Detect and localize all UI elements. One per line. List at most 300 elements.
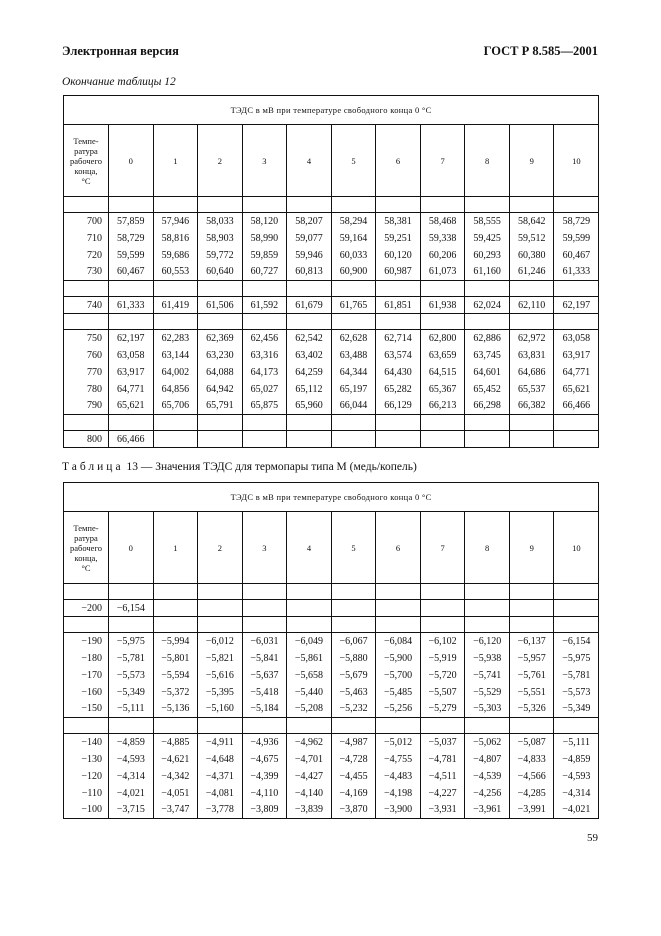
emf-value-cell bbox=[242, 600, 287, 617]
emf-value-cell: 65,621 bbox=[554, 381, 599, 398]
emf-value-cell: −4,051 bbox=[153, 785, 198, 802]
table-row bbox=[64, 347, 599, 364]
emf-value-cell: 64,771 bbox=[554, 364, 599, 381]
empty-cell bbox=[420, 197, 465, 213]
temperature-cell: 740 bbox=[64, 297, 109, 314]
empty-cell bbox=[331, 415, 376, 431]
emf-value-cell: −6,084 bbox=[376, 633, 421, 650]
table-row bbox=[64, 650, 599, 667]
emf-value-cell: −5,975 bbox=[554, 650, 599, 667]
empty-cell bbox=[420, 314, 465, 330]
empty-cell bbox=[64, 584, 109, 600]
emf-value-cell: −4,110 bbox=[242, 785, 287, 802]
emf-value-cell: 60,033 bbox=[331, 247, 376, 264]
emf-value-cell: 61,073 bbox=[420, 264, 465, 281]
empty-cell bbox=[153, 415, 198, 431]
emf-value-cell: 61,592 bbox=[242, 297, 287, 314]
emf-value-cell: 66,129 bbox=[376, 398, 421, 415]
temperature-cell: 760 bbox=[64, 347, 109, 364]
emf-value-cell: 63,402 bbox=[287, 347, 332, 364]
emf-value-cell: 57,946 bbox=[153, 213, 198, 230]
empty-cell bbox=[109, 584, 154, 600]
emf-value-cell: 60,467 bbox=[554, 247, 599, 264]
emf-value-cell: −4,859 bbox=[109, 734, 154, 751]
emf-value-cell: 65,960 bbox=[287, 398, 332, 415]
emf-value-cell: 63,917 bbox=[554, 347, 599, 364]
emf-value-cell: 58,642 bbox=[509, 213, 554, 230]
empty-cell bbox=[109, 197, 154, 213]
emf-value-cell bbox=[420, 600, 465, 617]
emf-value-cell: −4,781 bbox=[420, 751, 465, 768]
table12-caption: Окончание таблицы 12 bbox=[62, 76, 176, 88]
temperature-cell: −160 bbox=[64, 684, 109, 701]
column-header-row bbox=[64, 512, 599, 584]
column-header-cell: 9 bbox=[509, 125, 554, 197]
emf-value-cell: −4,021 bbox=[109, 785, 154, 802]
row-header-line: Темпе- bbox=[73, 522, 99, 533]
temperature-cell: −130 bbox=[64, 751, 109, 768]
emf-value-cell: 63,230 bbox=[198, 347, 243, 364]
emf-value-cell bbox=[420, 431, 465, 448]
emf-value-cell: −3,715 bbox=[109, 802, 154, 819]
emf-value-cell: 64,344 bbox=[331, 364, 376, 381]
emf-value-cell: 58,816 bbox=[153, 230, 198, 247]
table-row bbox=[64, 213, 599, 230]
emf-value-cell: −4,648 bbox=[198, 751, 243, 768]
emf-value-cell: −3,839 bbox=[287, 802, 332, 819]
emf-value-cell: −3,747 bbox=[153, 802, 198, 819]
emf-value-cell: −5,975 bbox=[109, 633, 154, 650]
emf-value-cell: 60,467 bbox=[109, 264, 154, 281]
emf-value-cell: 65,452 bbox=[465, 381, 510, 398]
emf-value-cell: 63,144 bbox=[153, 347, 198, 364]
emf-value-cell: 59,251 bbox=[376, 230, 421, 247]
empty-cell bbox=[331, 281, 376, 297]
group-separator-row bbox=[64, 584, 599, 600]
emf-value-cell: 59,164 bbox=[331, 230, 376, 247]
empty-cell bbox=[198, 314, 243, 330]
empty-cell bbox=[287, 718, 332, 734]
super-header-cell: ТЭДС в мВ при температуре свободного конца 0 °С bbox=[64, 96, 599, 125]
emf-value-cell: −5,637 bbox=[242, 667, 287, 684]
empty-cell bbox=[509, 718, 554, 734]
emf-value-cell: −5,232 bbox=[331, 701, 376, 718]
emf-value-cell: −5,573 bbox=[109, 667, 154, 684]
emf-value-cell: −4,833 bbox=[509, 751, 554, 768]
emf-value-cell: 61,246 bbox=[509, 264, 554, 281]
emf-value-cell bbox=[242, 431, 287, 448]
emf-value-cell: −5,012 bbox=[376, 734, 421, 751]
empty-cell bbox=[554, 415, 599, 431]
column-header-cell: 6 bbox=[376, 125, 421, 197]
emf-value-cell bbox=[198, 431, 243, 448]
row-header-line: °С bbox=[81, 175, 91, 186]
emf-value-cell: −5,679 bbox=[331, 667, 376, 684]
emf-value-cell: 63,574 bbox=[376, 347, 421, 364]
emf-value-cell: −4,256 bbox=[465, 785, 510, 802]
emf-value-cell: 64,088 bbox=[198, 364, 243, 381]
emf-value-cell: −5,658 bbox=[287, 667, 332, 684]
emf-value-cell: 63,917 bbox=[109, 364, 154, 381]
emf-value-cell: 64,259 bbox=[287, 364, 332, 381]
table-row bbox=[64, 381, 599, 398]
emf-value-cell: 59,946 bbox=[287, 247, 332, 264]
group-separator-row bbox=[64, 415, 599, 431]
empty-cell bbox=[287, 281, 332, 297]
emf-value-cell: −5,900 bbox=[376, 650, 421, 667]
emf-value-cell: −5,349 bbox=[554, 701, 599, 718]
column-header-cell: 1 bbox=[153, 125, 198, 197]
table-row bbox=[64, 431, 599, 448]
column-header-cell: 2 bbox=[198, 512, 243, 584]
column-header-cell: 4 bbox=[287, 125, 332, 197]
table-row bbox=[64, 785, 599, 802]
emf-value-cell: −4,701 bbox=[287, 751, 332, 768]
empty-cell bbox=[242, 314, 287, 330]
empty-cell bbox=[198, 617, 243, 633]
empty-cell bbox=[198, 197, 243, 213]
empty-cell bbox=[153, 281, 198, 297]
emf-value-cell: 63,488 bbox=[331, 347, 376, 364]
emf-value-cell: −5,616 bbox=[198, 667, 243, 684]
table-row bbox=[64, 734, 599, 751]
emf-value-cell: 66,044 bbox=[331, 398, 376, 415]
emf-value-cell: 65,197 bbox=[331, 381, 376, 398]
emf-value-cell: 59,686 bbox=[153, 247, 198, 264]
empty-cell bbox=[465, 415, 510, 431]
empty-cell bbox=[509, 314, 554, 330]
emf-value-cell: −4,962 bbox=[287, 734, 332, 751]
super-header-cell: ТЭДС в мВ при температуре свободного конца 0 °С bbox=[64, 483, 599, 512]
emf-value-cell: 61,506 bbox=[198, 297, 243, 314]
emf-value-cell: 60,640 bbox=[198, 264, 243, 281]
emf-value-cell: −4,621 bbox=[153, 751, 198, 768]
empty-cell bbox=[376, 718, 421, 734]
column-header-cell: 0 bbox=[109, 125, 154, 197]
emf-value-cell: −5,326 bbox=[509, 701, 554, 718]
emf-value-cell: −5,395 bbox=[198, 684, 243, 701]
emf-value-cell: −5,184 bbox=[242, 701, 287, 718]
empty-cell bbox=[509, 617, 554, 633]
empty-cell bbox=[287, 584, 332, 600]
empty-cell bbox=[64, 415, 109, 431]
emf-value-cell: 62,197 bbox=[109, 330, 154, 347]
emf-value-cell: 62,283 bbox=[153, 330, 198, 347]
temperature-cell: 700 bbox=[64, 213, 109, 230]
column-header-cell: 4 bbox=[287, 512, 332, 584]
emf-value-cell: −4,539 bbox=[465, 768, 510, 785]
column-header-cell: 10 bbox=[554, 512, 599, 584]
emf-value-cell bbox=[287, 600, 332, 617]
emf-value-cell: 61,160 bbox=[465, 264, 510, 281]
emf-value-cell: 61,333 bbox=[554, 264, 599, 281]
column-header-cell: 6 bbox=[376, 512, 421, 584]
emf-value-cell: −6,067 bbox=[331, 633, 376, 650]
emf-value-cell: −3,900 bbox=[376, 802, 421, 819]
empty-cell bbox=[287, 617, 332, 633]
temperature-cell: −180 bbox=[64, 650, 109, 667]
emf-value-cell: 60,727 bbox=[242, 264, 287, 281]
empty-cell bbox=[153, 197, 198, 213]
emf-value-cell: −5,279 bbox=[420, 701, 465, 718]
empty-cell bbox=[109, 415, 154, 431]
emf-value-cell: 62,542 bbox=[287, 330, 332, 347]
table-row bbox=[64, 600, 599, 617]
emf-value-cell: −4,728 bbox=[331, 751, 376, 768]
empty-cell bbox=[420, 584, 465, 600]
column-header-cell: 0 bbox=[109, 512, 154, 584]
table13-caption-title: 13 — Значения ТЭДС для термопары типа М (медь/копель) bbox=[123, 461, 417, 473]
empty-cell bbox=[109, 718, 154, 734]
super-header-row bbox=[64, 96, 599, 125]
row-header-cell bbox=[64, 125, 109, 197]
emf-value-cell: −5,463 bbox=[331, 684, 376, 701]
empty-cell bbox=[242, 718, 287, 734]
emf-value-cell: −4,936 bbox=[242, 734, 287, 751]
emf-value-cell: −5,372 bbox=[153, 684, 198, 701]
empty-cell bbox=[287, 415, 332, 431]
empty-cell bbox=[554, 718, 599, 734]
empty-cell bbox=[554, 617, 599, 633]
emf-value-cell: −5,573 bbox=[554, 684, 599, 701]
column-header-cell: 5 bbox=[331, 125, 376, 197]
emf-value-cell: 59,599 bbox=[109, 247, 154, 264]
emf-value-cell: 62,972 bbox=[509, 330, 554, 347]
emf-value-cell: 63,745 bbox=[465, 347, 510, 364]
emf-value-cell: −3,961 bbox=[465, 802, 510, 819]
emf-value-cell: −4,885 bbox=[153, 734, 198, 751]
table-row bbox=[64, 398, 599, 415]
empty-cell bbox=[554, 197, 599, 213]
emf-value-cell: 63,831 bbox=[509, 347, 554, 364]
group-separator-row bbox=[64, 281, 599, 297]
emf-value-cell: 65,112 bbox=[287, 381, 332, 398]
emf-value-cell: −5,841 bbox=[242, 650, 287, 667]
emf-value-cell: −4,755 bbox=[376, 751, 421, 768]
column-header-cell: 8 bbox=[465, 512, 510, 584]
table13 bbox=[63, 482, 599, 819]
empty-cell bbox=[509, 281, 554, 297]
emf-value-cell: −4,511 bbox=[420, 768, 465, 785]
table12 bbox=[63, 95, 599, 448]
emf-value-cell: −4,342 bbox=[153, 768, 198, 785]
empty-cell bbox=[509, 415, 554, 431]
emf-value-cell: 65,027 bbox=[242, 381, 287, 398]
emf-value-cell: −5,594 bbox=[153, 667, 198, 684]
page-number: 59 bbox=[587, 832, 598, 844]
empty-cell bbox=[153, 584, 198, 600]
temperature-cell: −190 bbox=[64, 633, 109, 650]
column-header-cell: 2 bbox=[198, 125, 243, 197]
column-header-cell: 7 bbox=[420, 512, 465, 584]
empty-cell bbox=[109, 281, 154, 297]
emf-value-cell bbox=[376, 431, 421, 448]
emf-value-cell: −5,440 bbox=[287, 684, 332, 701]
emf-value-cell: −6,102 bbox=[420, 633, 465, 650]
emf-value-cell bbox=[153, 431, 198, 448]
emf-value-cell: −5,720 bbox=[420, 667, 465, 684]
emf-value-cell: −4,399 bbox=[242, 768, 287, 785]
emf-value-cell: −6,154 bbox=[554, 633, 599, 650]
emf-value-cell: −4,081 bbox=[198, 785, 243, 802]
column-header-cell: 9 bbox=[509, 512, 554, 584]
temperature-cell: 800 bbox=[64, 431, 109, 448]
emf-value-cell: 59,859 bbox=[242, 247, 287, 264]
table13-caption-label: Таблица bbox=[62, 461, 124, 473]
emf-value-cell: −5,957 bbox=[509, 650, 554, 667]
emf-value-cell: 63,659 bbox=[420, 347, 465, 364]
emf-value-cell: 61,938 bbox=[420, 297, 465, 314]
emf-value-cell: −6,031 bbox=[242, 633, 287, 650]
emf-value-cell: 61,765 bbox=[331, 297, 376, 314]
emf-value-cell: 62,197 bbox=[554, 297, 599, 314]
emf-value-cell: −4,987 bbox=[331, 734, 376, 751]
row-header-line: рабочего bbox=[70, 155, 102, 166]
emf-value-cell bbox=[465, 431, 510, 448]
empty-cell bbox=[465, 314, 510, 330]
emf-value-cell: 63,316 bbox=[242, 347, 287, 364]
column-header-cell: 3 bbox=[242, 512, 287, 584]
temperature-cell: 770 bbox=[64, 364, 109, 381]
emf-value-cell: −4,227 bbox=[420, 785, 465, 802]
group-separator-row bbox=[64, 197, 599, 213]
emf-value-cell: 64,002 bbox=[153, 364, 198, 381]
empty-cell bbox=[153, 617, 198, 633]
edition-label: Электронная версия bbox=[62, 44, 179, 58]
emf-value-cell: 64,942 bbox=[198, 381, 243, 398]
emf-value-cell: −4,021 bbox=[554, 802, 599, 819]
empty-cell bbox=[554, 281, 599, 297]
emf-value-cell: 63,058 bbox=[109, 347, 154, 364]
empty-cell bbox=[376, 415, 421, 431]
emf-value-cell: −4,198 bbox=[376, 785, 421, 802]
table-row bbox=[64, 768, 599, 785]
temperature-cell: 730 bbox=[64, 264, 109, 281]
emf-value-cell: 62,110 bbox=[509, 297, 554, 314]
emf-value-cell: −4,371 bbox=[198, 768, 243, 785]
emf-value-cell: −3,991 bbox=[509, 802, 554, 819]
emf-value-cell: 59,077 bbox=[287, 230, 332, 247]
empty-cell bbox=[64, 617, 109, 633]
emf-value-cell bbox=[509, 431, 554, 448]
emf-value-cell: 64,856 bbox=[153, 381, 198, 398]
emf-value-cell: 61,851 bbox=[376, 297, 421, 314]
temperature-cell: −170 bbox=[64, 667, 109, 684]
emf-value-cell: 66,466 bbox=[109, 431, 154, 448]
emf-value-cell: −5,761 bbox=[509, 667, 554, 684]
empty-cell bbox=[331, 584, 376, 600]
emf-value-cell: 60,987 bbox=[376, 264, 421, 281]
row-header-line: ратура bbox=[74, 532, 98, 543]
emf-value-cell: −4,566 bbox=[509, 768, 554, 785]
group-separator-row bbox=[64, 314, 599, 330]
empty-cell bbox=[465, 718, 510, 734]
emf-value-cell: 62,800 bbox=[420, 330, 465, 347]
emf-value-cell: −4,675 bbox=[242, 751, 287, 768]
emf-value-cell bbox=[509, 600, 554, 617]
row-header-line: конца, bbox=[74, 552, 98, 563]
emf-value-cell: 58,381 bbox=[376, 213, 421, 230]
table13-caption bbox=[62, 461, 417, 473]
emf-value-cell: 58,033 bbox=[198, 213, 243, 230]
emf-value-cell bbox=[331, 431, 376, 448]
emf-value-cell: 58,555 bbox=[465, 213, 510, 230]
empty-cell bbox=[109, 617, 154, 633]
emf-value-cell: 64,173 bbox=[242, 364, 287, 381]
emf-value-cell: 63,058 bbox=[554, 330, 599, 347]
empty-cell bbox=[198, 584, 243, 600]
temperature-cell: −140 bbox=[64, 734, 109, 751]
temperature-cell: 790 bbox=[64, 398, 109, 415]
empty-cell bbox=[331, 617, 376, 633]
table-row bbox=[64, 802, 599, 819]
emf-value-cell bbox=[198, 600, 243, 617]
empty-cell bbox=[64, 314, 109, 330]
emf-value-cell: −4,140 bbox=[287, 785, 332, 802]
emf-value-cell: −5,303 bbox=[465, 701, 510, 718]
empty-cell bbox=[64, 197, 109, 213]
emf-value-cell: −3,778 bbox=[198, 802, 243, 819]
emf-value-cell: 59,338 bbox=[420, 230, 465, 247]
emf-value-cell: −5,994 bbox=[153, 633, 198, 650]
empty-cell bbox=[64, 718, 109, 734]
empty-cell bbox=[376, 197, 421, 213]
emf-value-cell: 58,729 bbox=[109, 230, 154, 247]
emf-value-cell: −6,154 bbox=[109, 600, 154, 617]
empty-cell bbox=[331, 314, 376, 330]
emf-value-cell: 66,466 bbox=[554, 398, 599, 415]
emf-value-cell: −5,529 bbox=[465, 684, 510, 701]
emf-value-cell: −4,593 bbox=[554, 768, 599, 785]
empty-cell bbox=[420, 415, 465, 431]
emf-value-cell: −5,037 bbox=[420, 734, 465, 751]
empty-cell bbox=[420, 617, 465, 633]
emf-value-cell: 59,512 bbox=[509, 230, 554, 247]
empty-cell bbox=[109, 314, 154, 330]
emf-value-cell: 66,382 bbox=[509, 398, 554, 415]
emf-value-cell: −5,551 bbox=[509, 684, 554, 701]
emf-value-cell: 60,293 bbox=[465, 247, 510, 264]
column-header-cell: 7 bbox=[420, 125, 465, 197]
emf-value-cell: −4,807 bbox=[465, 751, 510, 768]
empty-cell bbox=[242, 415, 287, 431]
emf-value-cell: 58,294 bbox=[331, 213, 376, 230]
emf-value-cell: 61,679 bbox=[287, 297, 332, 314]
row-header-line: конца, bbox=[74, 165, 98, 176]
emf-value-cell: −5,821 bbox=[198, 650, 243, 667]
emf-value-cell bbox=[376, 600, 421, 617]
emf-value-cell: −6,120 bbox=[465, 633, 510, 650]
emf-value-cell: −4,455 bbox=[331, 768, 376, 785]
empty-cell bbox=[509, 197, 554, 213]
emf-value-cell: 60,380 bbox=[509, 247, 554, 264]
emf-value-cell: −4,593 bbox=[109, 751, 154, 768]
emf-value-cell bbox=[554, 600, 599, 617]
emf-value-cell: 64,601 bbox=[465, 364, 510, 381]
emf-value-cell: −4,427 bbox=[287, 768, 332, 785]
empty-cell bbox=[198, 415, 243, 431]
emf-value-cell: −5,256 bbox=[376, 701, 421, 718]
emf-value-cell: 60,120 bbox=[376, 247, 421, 264]
emf-value-cell: 62,369 bbox=[198, 330, 243, 347]
row-header-line: рабочего bbox=[70, 542, 102, 553]
table-row bbox=[64, 667, 599, 684]
temperature-cell: −110 bbox=[64, 785, 109, 802]
column-header-cell: 5 bbox=[331, 512, 376, 584]
emf-value-cell: 62,628 bbox=[331, 330, 376, 347]
empty-cell bbox=[198, 281, 243, 297]
row-header-line: °С bbox=[81, 562, 91, 573]
